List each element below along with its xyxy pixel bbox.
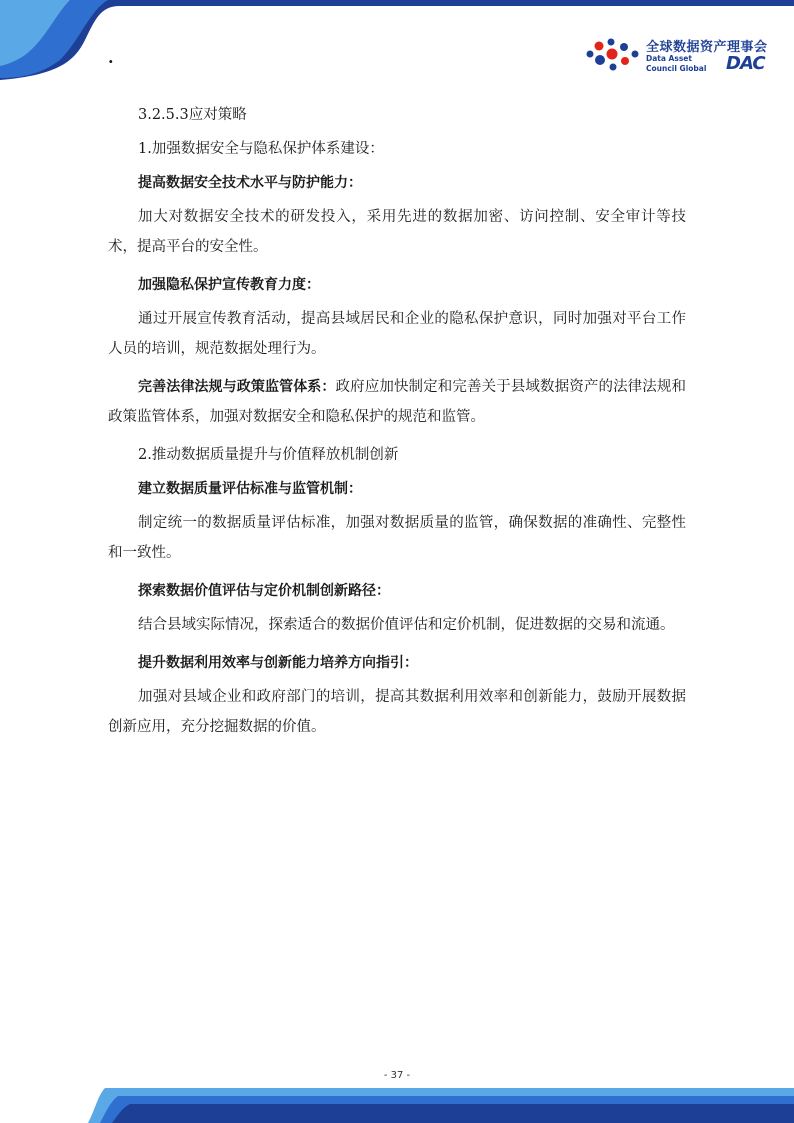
sub-2-text: 通过开展宣传教育活动，提高县域居民和企业的隐私保护意识，同时加强对平台工作人员的培训，规范数据处理行为。 — [108, 311, 686, 357]
sub-1-text: 加大对数据安全技术的研发投入，采用先进的数据加密、访问控制、安全审计等技术，提高平台的安全性。 — [108, 209, 686, 255]
section-heading: 3.2.5.3应对策略 — [138, 107, 247, 123]
sub-3-title: 完善法律法规与政策监管体系： — [138, 379, 336, 395]
sub-3-paragraph — [108, 372, 686, 432]
sub-6-text: 加强对县域企业和政府部门的培训，提高其数据利用效率和创新能力，鼓励开展数据创新应用，充分挖掘数据的价值。 — [108, 689, 686, 735]
item-1-title: 1.加强数据安全与隐私保护体系建设： — [138, 141, 384, 157]
logo-name-cn: 全球数据资产理事会 — [646, 40, 768, 55]
logo-dots-icon — [584, 34, 644, 76]
logo-abbreviation: DAC — [726, 53, 765, 74]
header-dot-mark: · — [108, 52, 114, 71]
footer-decoration — [0, 1080, 794, 1123]
sub-5-text: 结合县域实际情况，探索适合的数据价值评估和定价机制，促进数据的交易和流通。 — [138, 617, 675, 633]
sub-6-title: 提升数据利用效率与创新能力培养方向指引： — [138, 655, 418, 671]
item-2-title: 2.推动数据质量提升与价值释放机制创新 — [138, 447, 399, 463]
logo-name-en-line1: Data Asset — [646, 54, 692, 63]
sub-1-title: 提高数据安全技术水平与防护能力： — [138, 175, 362, 191]
sub-2-title: 加强隐私保护宣传教育力度： — [138, 277, 320, 293]
sub-5-title: 探索数据价值评估与定价机制创新路径： — [138, 583, 390, 599]
sub-4-text: 制定统一的数据质量评估标准，加强对数据质量的监管，确保数据的准确性、完整性和一致性。 — [108, 515, 686, 561]
page-number: - 37 - — [383, 1070, 411, 1081]
council-logo — [584, 34, 774, 76]
sub-3-text: 政府应加快制定和完善关于县域数据资产的法律法规和政策监管体系，加强对数据安全和隐私保护的规范和监管。 — [108, 379, 687, 425]
sub-4-title: 建立数据质量评估标准与监管机制： — [138, 481, 362, 497]
document-body — [108, 100, 686, 750]
logo-name-en-line2: Council Global — [646, 64, 707, 73]
